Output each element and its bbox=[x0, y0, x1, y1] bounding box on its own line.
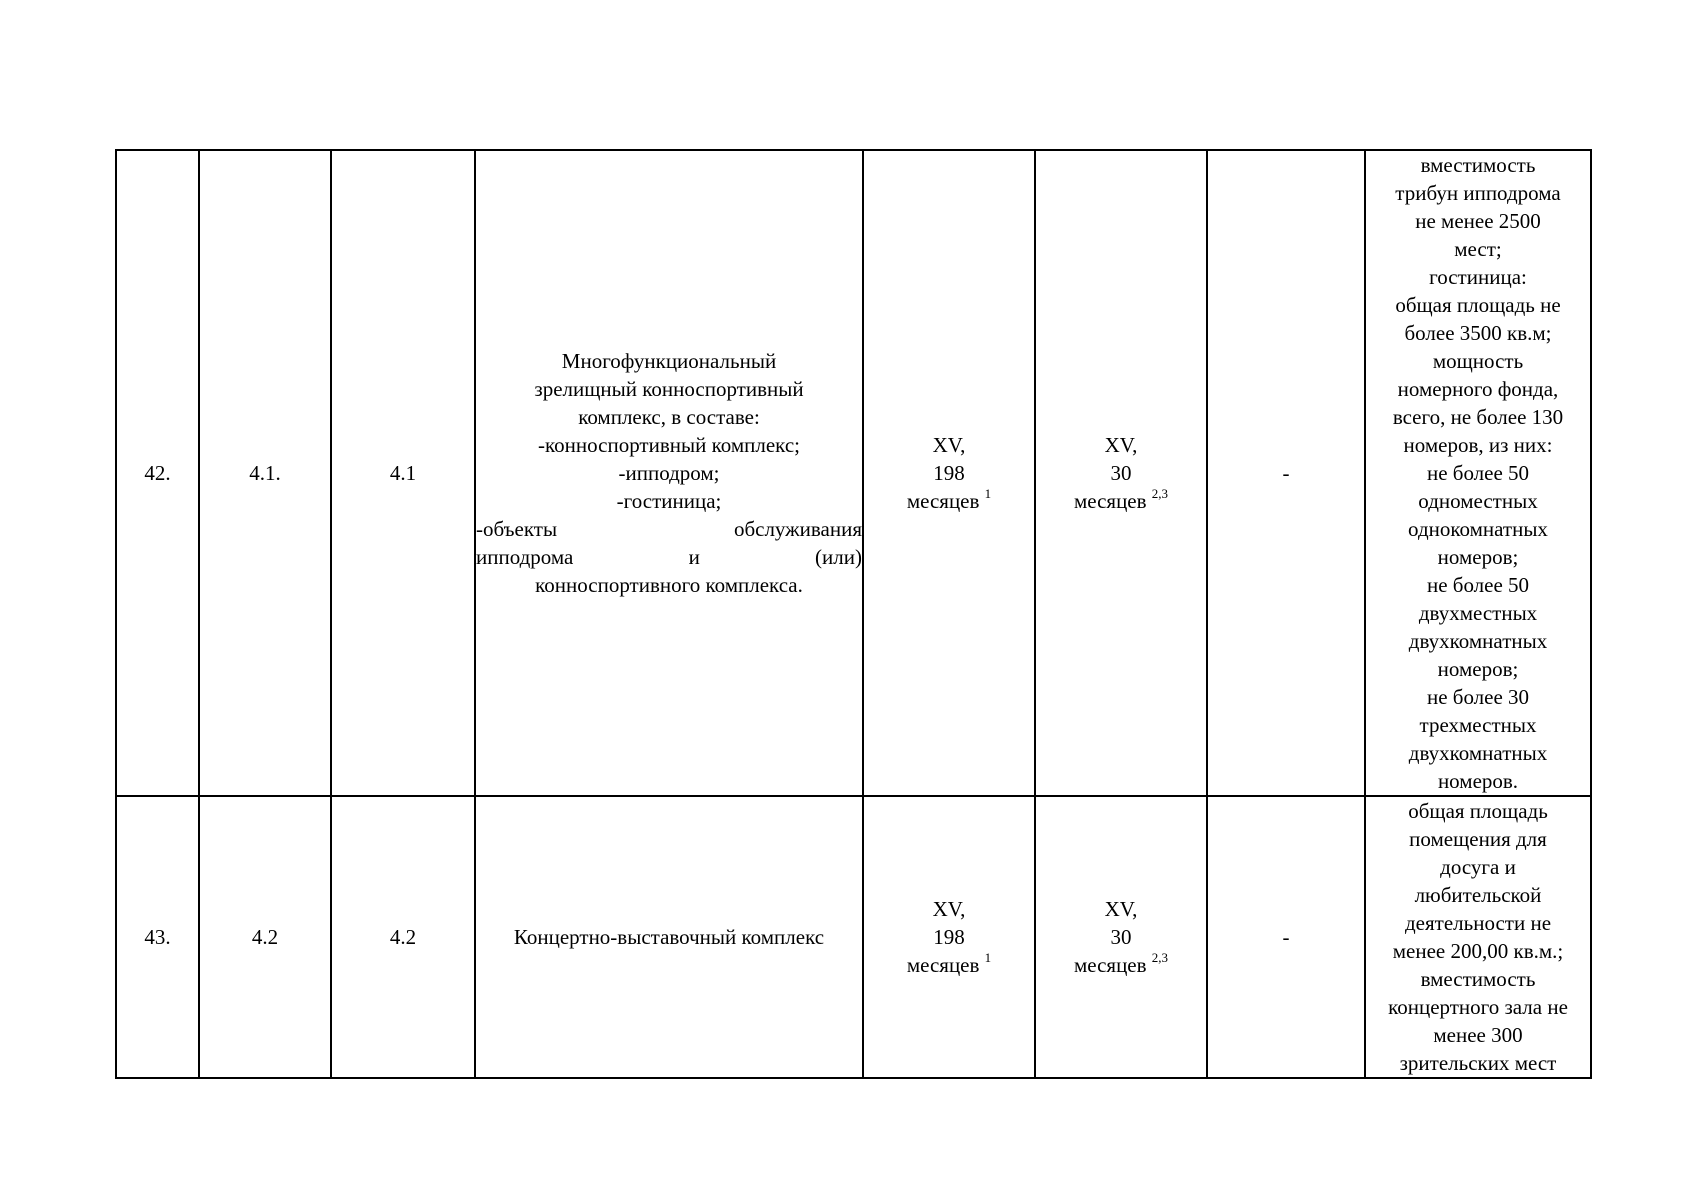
row-number: 43. bbox=[116, 796, 199, 1078]
stage-text: XV, bbox=[1104, 897, 1138, 921]
months-value: 30 bbox=[1110, 461, 1132, 485]
requirements-cell bbox=[1365, 796, 1591, 1078]
months-value: 30 bbox=[1110, 925, 1132, 949]
requirement-line: всего, не более 130 bbox=[1392, 405, 1564, 429]
requirement-line: досуга и bbox=[1440, 855, 1516, 879]
requirement-line: трибун ипподрома bbox=[1395, 181, 1561, 205]
requirement-line: не более 50 bbox=[1426, 573, 1530, 597]
description-line: зрелищный конноспортивный bbox=[534, 377, 804, 401]
stage-text: XV, bbox=[1104, 433, 1138, 457]
description-cell bbox=[475, 796, 863, 1078]
dash-cell: - bbox=[1207, 796, 1365, 1078]
requirement-line: двухместных bbox=[1418, 601, 1538, 625]
months-unit-line bbox=[864, 487, 1034, 515]
requirement-line: общая площадь bbox=[1408, 799, 1548, 823]
footnote-ref: 2,3 bbox=[1151, 486, 1169, 501]
stage-text: XV, bbox=[932, 897, 966, 921]
footnote-ref: 2,3 bbox=[1151, 950, 1169, 965]
requirement-line: номеров. bbox=[1437, 769, 1519, 793]
requirement-line: вместимость bbox=[1420, 153, 1536, 177]
requirement-line: не менее 2500 bbox=[1415, 209, 1541, 233]
description-line: Концертно-выставочный комплекс bbox=[513, 925, 825, 949]
description-line: -гостиница; bbox=[616, 489, 722, 513]
requirement-line: номеров; bbox=[1437, 545, 1519, 569]
requirement-line: однокомнатных bbox=[1408, 517, 1548, 541]
requirement-line: вместимость bbox=[1420, 967, 1536, 991]
months-unit-line bbox=[864, 951, 1034, 979]
months-unit: месяцев bbox=[906, 489, 980, 513]
months-value: 198 bbox=[933, 461, 965, 485]
requirement-line: номеров; bbox=[1437, 657, 1519, 681]
description-line: Многофункциональный bbox=[561, 349, 777, 373]
requirement-line: мощность bbox=[1432, 349, 1524, 373]
requirement-line: деятельности не bbox=[1404, 911, 1552, 935]
requirement-line: менее 300 bbox=[1433, 1023, 1523, 1047]
term-cell bbox=[863, 796, 1035, 1078]
requirement-line: помещения для bbox=[1409, 827, 1547, 851]
requirement-line: мест; bbox=[1454, 237, 1502, 261]
requirements-cell bbox=[1365, 150, 1591, 796]
footnote-ref: 1 bbox=[984, 486, 992, 501]
description-cell bbox=[475, 150, 863, 796]
months-unit: месяцев bbox=[906, 953, 980, 977]
requirement-line: номерного фонда, bbox=[1397, 377, 1559, 401]
requirement-line: двухкомнатных bbox=[1408, 741, 1548, 765]
description-line: ипподрома и (или) bbox=[476, 545, 862, 569]
term-cell bbox=[1035, 796, 1207, 1078]
code-cell: 4.2 bbox=[199, 796, 331, 1078]
row-number: 42. bbox=[116, 150, 199, 796]
requirement-line: зрительских мест bbox=[1399, 1051, 1557, 1075]
dash-cell: - bbox=[1207, 150, 1365, 796]
requirement-line: номеров, из них: bbox=[1403, 433, 1553, 457]
requirement-line: не более 50 bbox=[1426, 461, 1530, 485]
description-line: -объекты обслуживания bbox=[476, 517, 862, 541]
requirement-line: двухкомнатных bbox=[1408, 629, 1548, 653]
requirement-line: общая площадь не bbox=[1395, 293, 1561, 317]
stage-text: XV, bbox=[932, 433, 966, 457]
code-cell: 4.2 bbox=[331, 796, 475, 1078]
months-unit-line bbox=[1036, 487, 1206, 515]
code-cell: 4.1 bbox=[331, 150, 475, 796]
requirement-line: гостиница: bbox=[1429, 265, 1527, 289]
months-unit: месяцев bbox=[1073, 953, 1147, 977]
requirement-line: одноместных bbox=[1418, 489, 1538, 513]
code-cell: 4.1. bbox=[199, 150, 331, 796]
requirement-line: более 3500 кв.м; bbox=[1404, 321, 1552, 345]
description-line: конноспортивного комплекса. bbox=[535, 573, 803, 597]
requirement-line: концертного зала не bbox=[1388, 995, 1568, 1019]
requirement-line: не более 30 bbox=[1426, 685, 1530, 709]
document-table bbox=[115, 149, 1592, 1079]
description-line: -конноспортивный комплекс; bbox=[538, 433, 800, 457]
description-line: -ипподром; bbox=[618, 461, 720, 485]
months-unit: месяцев bbox=[1073, 489, 1147, 513]
description-line: комплекс, в составе: bbox=[578, 405, 760, 429]
term-cell bbox=[863, 150, 1035, 796]
table-row bbox=[116, 796, 1591, 1078]
term-cell bbox=[1035, 150, 1207, 796]
months-value: 198 bbox=[933, 925, 965, 949]
requirement-line: любительской bbox=[1414, 883, 1542, 907]
months-unit-line bbox=[1036, 951, 1206, 979]
requirement-line: менее 200,00 кв.м.; bbox=[1392, 939, 1564, 963]
footnote-ref: 1 bbox=[984, 950, 992, 965]
requirement-line: трехместных bbox=[1419, 713, 1537, 737]
table-row bbox=[116, 150, 1591, 796]
